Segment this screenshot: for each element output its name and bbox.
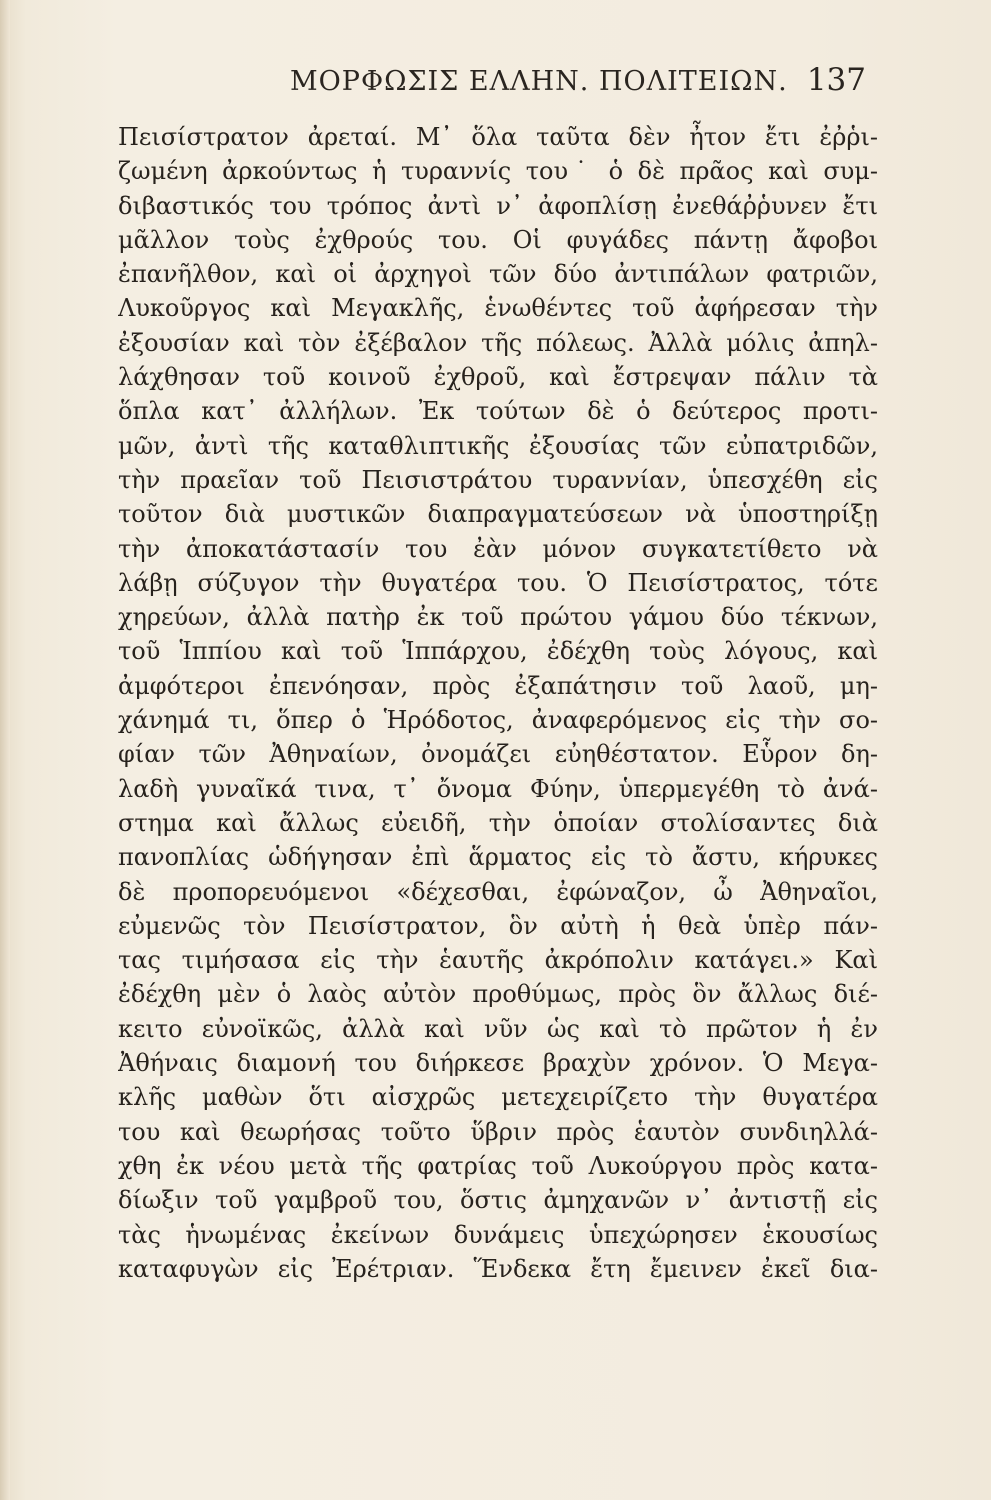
text-line: τοῦ Ἱππίου καὶ τοῦ Ἱππάρχου, ἐδέχθη τοὺς λόγους, καὶ xyxy=(118,637,878,666)
text-line: ἀμφότεροι ἐπενόησαν, πρὸς ἐξαπάτησιν τοῦ λαοῦ, μη- xyxy=(118,671,878,700)
text-line: χάνημά τι, ὅπερ ὁ Ἡρόδοτος, ἀναφερόμενος εἰς τὴν σο- xyxy=(118,706,878,735)
body-text xyxy=(118,120,878,1286)
text-line: Ἀθήναις διαμονή του διήρκεσε βραχὺν χρόνον. Ὁ Μεγα- xyxy=(118,1049,878,1078)
text-line: διβαστικός του τρόπος ἀντὶ ν᾽ ἀφοπλίσῃ ἐνεθάῤῥυνεν ἔτι xyxy=(118,191,878,220)
text-line: Πεισίστρατον ἀρεταί. Μ᾽ ὅλα ταῦτα δὲν ἦτον ἔτι ἐῤῥι- xyxy=(118,123,878,151)
text-line: φίαν τῶν Ἀθηναίων, ὀνομάζει εὐηθέστατον. Εὗρον δη- xyxy=(118,740,878,769)
page-spine-shadow xyxy=(0,0,10,1500)
text-line: τὴν πραεῖαν τοῦ Πεισιστράτου τυραννίαν, ὑπεσχέθη εἰς xyxy=(118,465,878,494)
text-line: ἐπανῆλθον, καὶ οἱ ἀρχηγοὶ τῶν δύο ἀντιπάλων φατριῶν, xyxy=(118,260,878,289)
text-line: κλῆς μαθὼν ὅτι αἰσχρῶς μετεχειρίζετο τὴν θυγατέρα xyxy=(118,1083,878,1112)
text-line: δίωξιν τοῦ γαμβροῦ του, ὅστις ἀμηχανῶν ν᾽ ἀντιστῇ εἰς xyxy=(118,1186,878,1215)
text-line: καταφυγὼν εἰς Ἐρέτριαν. Ἕνδεκα ἔτη ἔμεινεν ἐκεῖ δια- xyxy=(118,1254,878,1283)
text-line: ἐδέχθη μὲν ὁ λαὸς αὐτὸν προθύμως, πρὸς ὃν ἄλλως διέ- xyxy=(118,980,878,1009)
text-line: στημα καὶ ἄλλως εὐειδῆ, τὴν ὁποίαν στολίσαντες διὰ xyxy=(118,808,878,837)
text-line: του καὶ θεωρήσας τοῦτο ὕβριν πρὸς ἑαυτὸν συνδιηλλά- xyxy=(118,1117,878,1146)
text-line: ζωμένη ἀρκούντως ἡ τυραννίς του˙ ὁ δὲ πρᾶος καὶ συμ- xyxy=(118,157,878,186)
text-line: μᾶλλον τοὺς ἐχθρούς του. Οἱ φυγάδες πάντῃ ἄφοβοι xyxy=(118,225,878,254)
text-line: χηρεύων, ἀλλὰ πατὴρ ἐκ τοῦ πρώτου γάμου δύο τέκνων, xyxy=(118,603,878,632)
text-line: χθη ἐκ νέου μετὰ τῆς φατρίας τοῦ Λυκούργου πρὸς κατα- xyxy=(118,1151,878,1180)
text-line: κειτο εὐνοϊκῶς, ἀλλὰ καὶ νῦν ὡς καὶ τὸ πρῶτον ἡ ἐν xyxy=(118,1014,878,1043)
text-line: μῶν, ἀντὶ τῆς καταθλιπτικῆς ἐξουσίας τῶν εὐπατριδῶν, xyxy=(118,431,878,460)
text-line: λάχθησαν τοῦ κοινοῦ ἐχθροῦ, καὶ ἔστρεψαν πάλιν τὰ xyxy=(118,363,878,392)
running-title: ΜΟΡΦΩΣΙΣ ΕΛΛΗΝ. ΠΟΛΙΤΕΙΩΝ. xyxy=(290,66,788,97)
text-line: δὲ προπορευόμενοι «δέχεσθαι, ἐφώναζον, ὦ Ἀθηναῖοι, xyxy=(118,877,878,906)
text-line: λαδὴ γυναῖκά τινα, τ᾽ ὄνομα Φύην, ὑπερμεγέθη τὸ ἀνά- xyxy=(118,774,878,803)
text-line: τὰς ἡνωμένας ἐκείνων δυνάμεις ὑπεχώρησεν ἑκουσίως xyxy=(118,1220,878,1249)
text-line: Λυκοῦργος καὶ Μεγακλῆς, ἑνωθέντες τοῦ ἀφήρεσαν τὴν xyxy=(118,294,878,323)
page-header xyxy=(118,62,878,102)
text-line: τοῦτον διὰ μυστικῶν διαπραγματεύσεων νὰ ὑποστηρίξῃ xyxy=(118,500,878,529)
page-number: 137 xyxy=(806,62,866,98)
text-line: ἐξουσίαν καὶ τὸν ἐξέβαλον τῆς πόλεως. Ἀλλὰ μόλις ἀπηλ- xyxy=(118,328,878,357)
text-line: τας τιμήσασα εἰς τὴν ἑαυτῆς ἀκρόπολιν κατάγει.» Καὶ xyxy=(118,946,878,975)
text-line: τὴν ἀποκατάστασίν του ἐὰν μόνον συγκατετίθετο νὰ xyxy=(118,534,878,563)
text-line: λάβῃ σύζυγον τὴν θυγατέρα του. Ὁ Πεισίστρατος, τότε xyxy=(118,568,878,597)
text-line: πανοπλίας ὡδήγησαν ἐπὶ ἅρματος εἰς τὸ ἄστυ, κήρυκες xyxy=(118,843,878,872)
text-line: εὐμενῶς τὸν Πεισίστρατον, ὃν αὐτὴ ἡ θεὰ ὑπὲρ πάν- xyxy=(118,911,878,940)
text-line: ὅπλα κατ᾽ ἀλλήλων. Ἐκ τούτων δὲ ὁ δεύτερος προτι- xyxy=(118,397,878,426)
